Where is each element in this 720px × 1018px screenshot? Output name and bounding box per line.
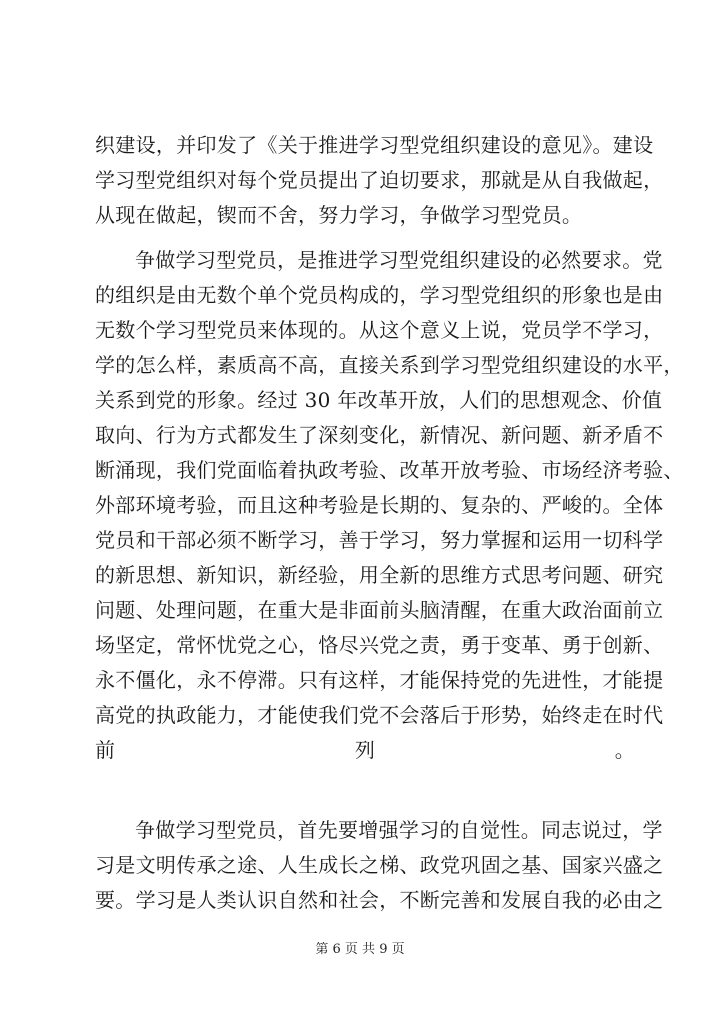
text-line: 党员和干部必须不断学习，善于学习，努力掌握和运用一切科学	[95, 528, 664, 552]
text-line: 学习型党组织对每个党员提出了迫切要求，那就是从自我做起，	[95, 168, 664, 192]
text-line: 学的怎么样，素质高不高，直接关系到学习型党组织建设的水平，	[95, 353, 684, 377]
text-line: 外部环境考验，而且这种考验是长期的、复杂的、严峻的。全体	[95, 493, 664, 517]
text-line: 的新思想、新知识，新经验，用全新的思维方式思考问题、研究	[95, 563, 664, 587]
paragraph-gap	[95, 233, 635, 243]
page-number-footer: 第 6 页 共 9 页	[315, 942, 405, 957]
paragraph	[95, 813, 664, 918]
text-line: 前列。	[95, 738, 635, 762]
text-line: 争做学习型党员，是推进学习型党组织建设的必然要求。党	[135, 248, 663, 272]
body-text	[95, 128, 684, 918]
text-line	[95, 768, 635, 803]
text-line: 无数个学习型党员来体现的。从这个意义上说，党员学不学习，	[95, 318, 664, 342]
paragraph-gap	[95, 803, 635, 813]
text-line: 要。学习是人类认识自然和社会，不断完善和发展自我的必由之	[95, 888, 664, 912]
text-line: 争做学习型党员，首先要增强学习的自觉性。同志说过，学	[135, 818, 663, 842]
text-line: 场坚定，常怀忧党之心，恪尽兴党之责，勇于变革、勇于创新、	[95, 633, 664, 657]
text-line: 断涌现，我们党面临着执政考验、改革开放考验、市场经济考验、	[95, 458, 684, 482]
text-line: 织建设，并印发了《关于推进学习型党组织建设的意见》。建设	[95, 133, 654, 157]
text-line: 取向、行为方式都发生了深刻变化，新情况、新问题、新矛盾不	[95, 423, 664, 447]
text-line: 高党的执政能力，才能使我们党不会落后于形势，始终走在时代	[95, 703, 664, 727]
text-line: 的组织是由无数个单个党员构成的，学习型党组织的形象也是由	[95, 283, 664, 307]
paragraph	[95, 128, 664, 233]
text-line: 关系到党的形象。经过 30 年改革开放，人们的思想观念、价值	[95, 388, 663, 412]
text-line: 问题、处理问题，在重大是非面前头脑清醒，在重大政治面前立	[95, 598, 664, 622]
paragraph	[95, 243, 684, 803]
text-line: 习是文明传承之途、人生成长之梯、政党巩固之基、国家兴盛之	[95, 853, 664, 877]
text-line: 永不僵化，永不停滞。只有这样，才能保持党的先进性，才能提	[95, 668, 664, 692]
text-line: 从现在做起，锲而不舍，努力学习，争做学习型党员。	[95, 203, 583, 227]
